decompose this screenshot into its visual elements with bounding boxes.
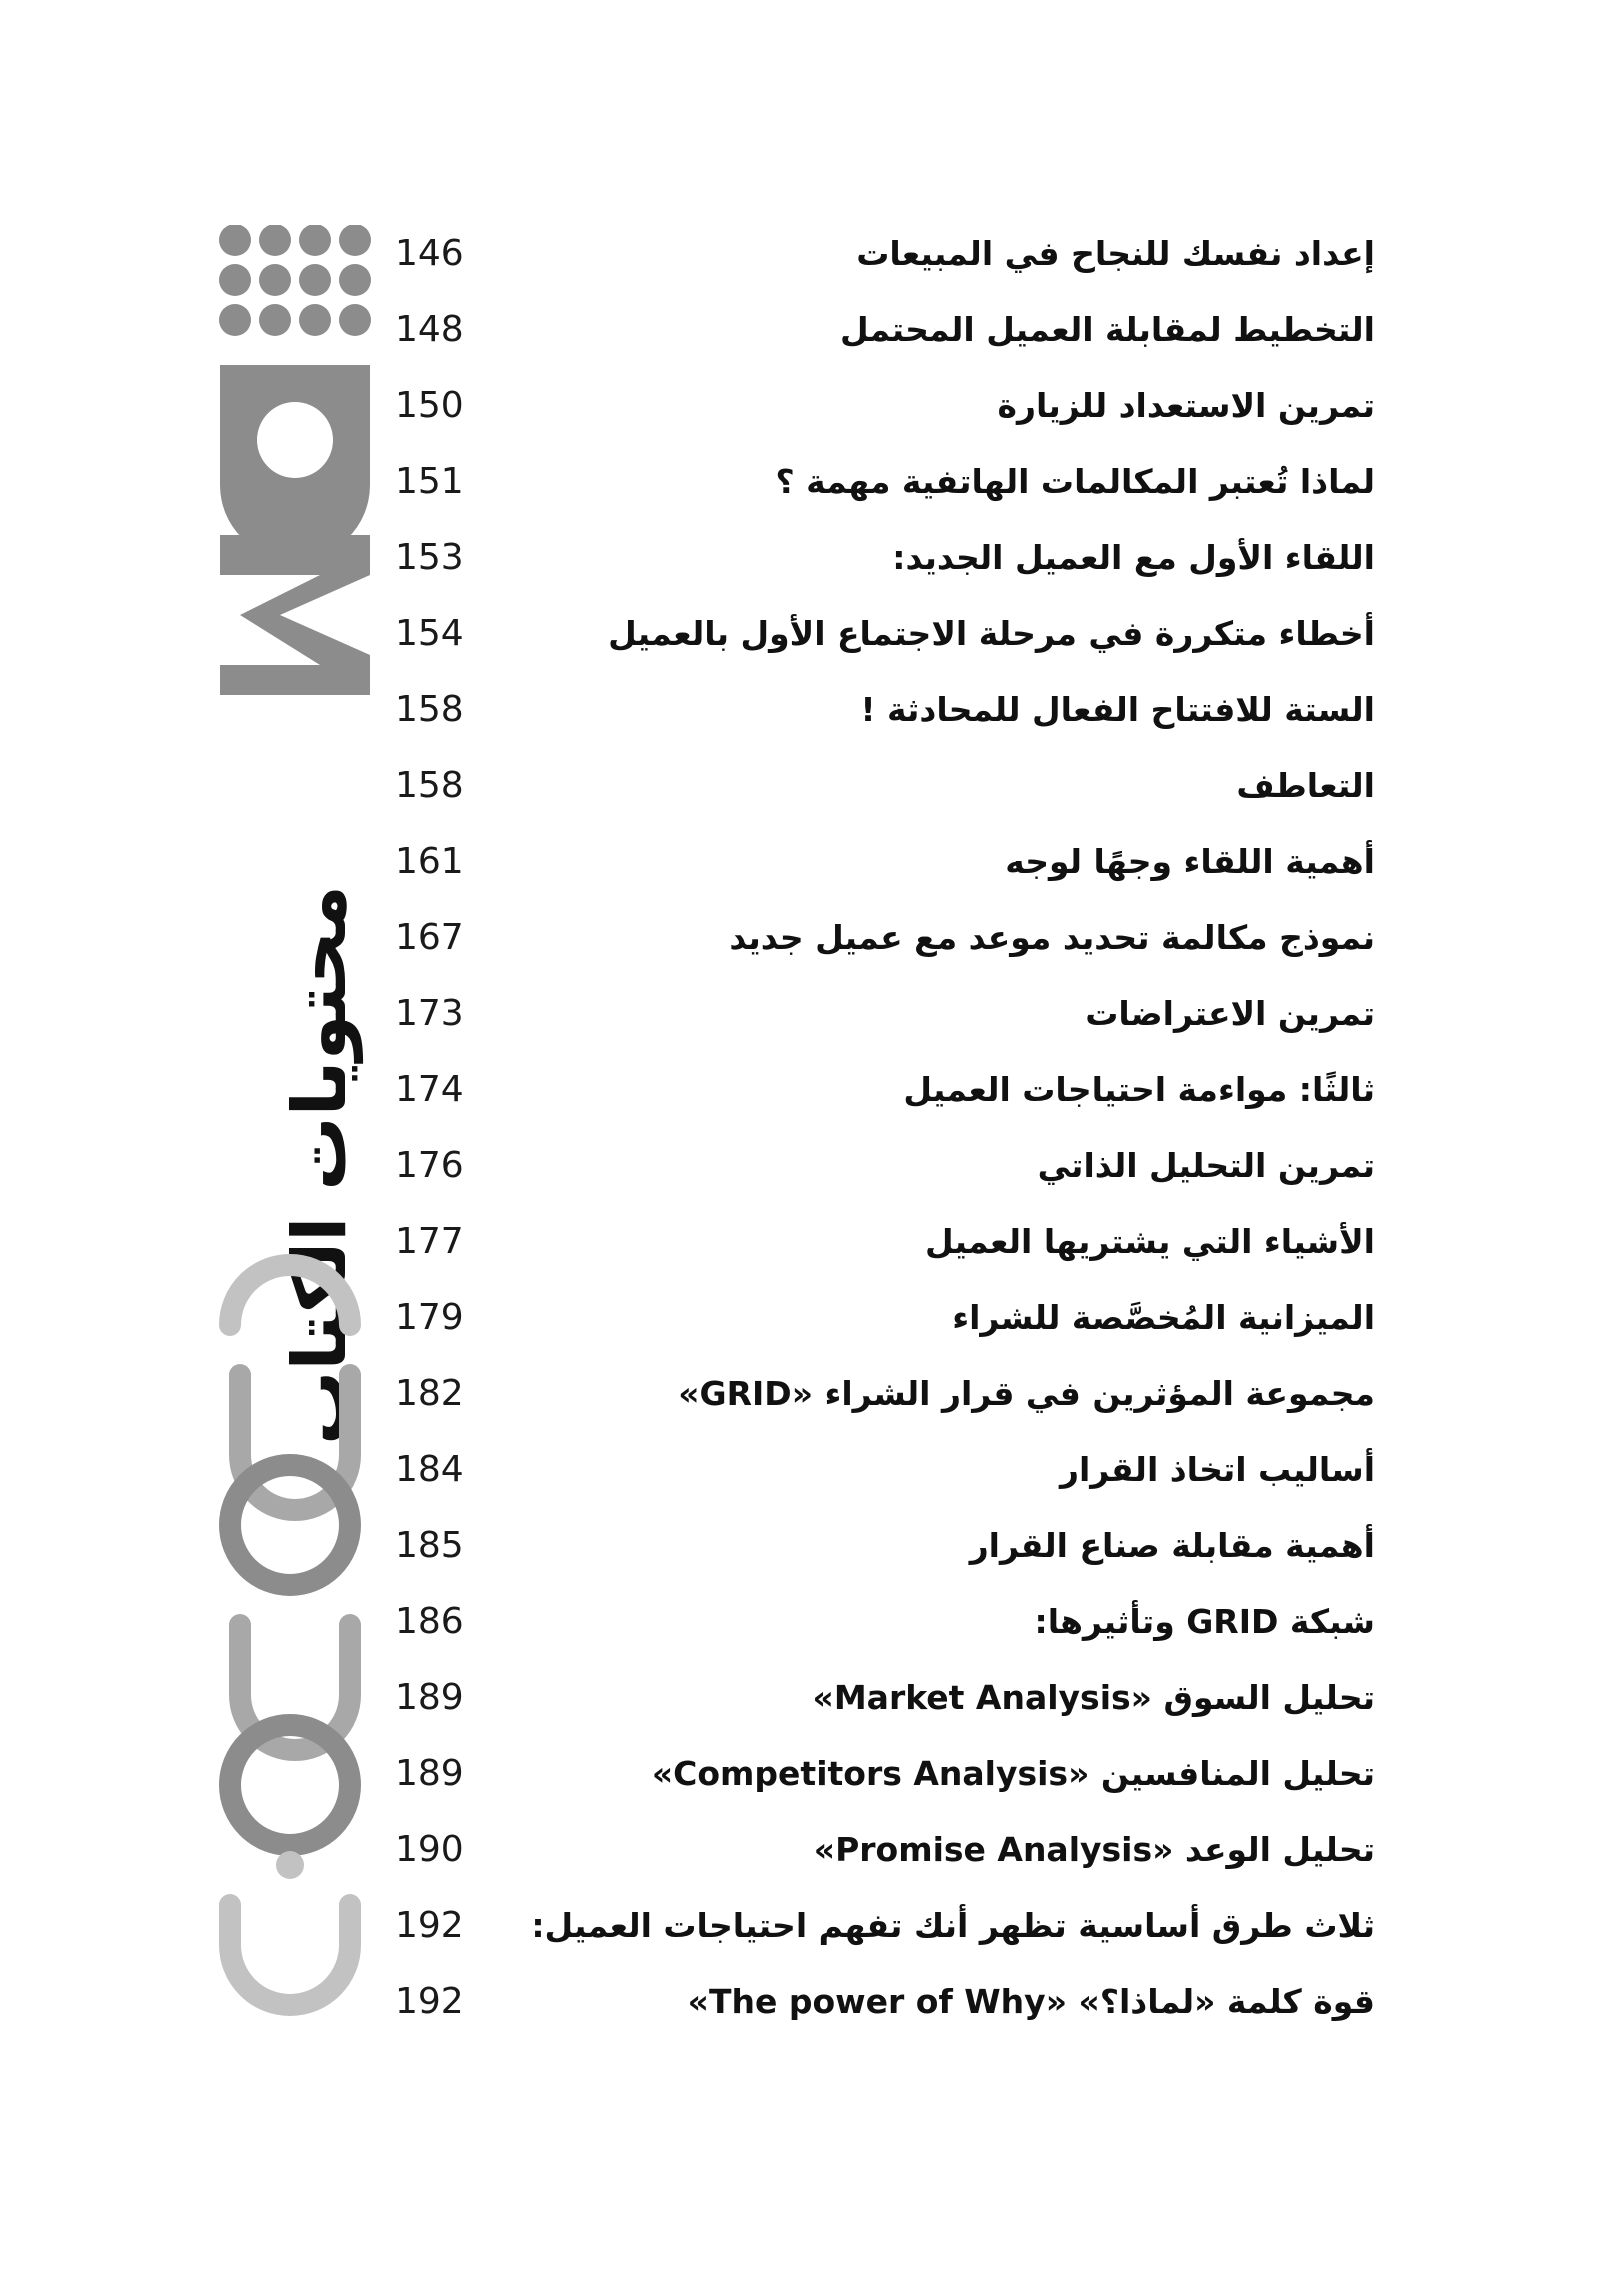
toc-page-number: 150 xyxy=(395,384,464,426)
toc-entry-title: أهمية اللقاء وجهًا لوجه xyxy=(1005,841,1375,881)
toc-entry xyxy=(395,519,1375,595)
toc-entry xyxy=(395,1507,1375,1583)
toc-entry-title: الستة للافتتاح الفعال للمحادثة ! xyxy=(860,689,1375,729)
decorative-side-graphic xyxy=(210,225,380,2075)
toc-entry-title: تحليل المنافسين «Competitors Analysis» xyxy=(651,1753,1375,1793)
toc-entry xyxy=(395,1735,1375,1811)
toc-page-number: 184 xyxy=(395,1448,464,1490)
toc-entry-title: التخطيط لمقابلة العميل المحتمل xyxy=(840,309,1375,349)
toc-page-number: 151 xyxy=(395,460,464,502)
toc-entry xyxy=(395,1279,1375,1355)
toc-page-number: 158 xyxy=(395,764,464,806)
toc-entry-title: تمرين الاعتراضات xyxy=(1085,993,1375,1033)
toc-entry xyxy=(395,1051,1375,1127)
toc-entry xyxy=(395,367,1375,443)
toc-page-number: 153 xyxy=(395,536,464,578)
toc-entry xyxy=(395,1963,1375,2039)
toc-page-number: 177 xyxy=(395,1220,464,1262)
toc-entry-title: أهمية مقابلة صناع القرار xyxy=(969,1525,1375,1565)
toc-page-number: 173 xyxy=(395,992,464,1034)
toc-entry-title: شبكة GRID وتأثيرها: xyxy=(1034,1601,1375,1641)
toc-entry-title: نموذج مكالمة تحديد موعد مع عميل جديد xyxy=(729,917,1375,957)
toc-entry-title: ثلاث طرق أساسية تظهر أنك تفهم احتياجات العميل: xyxy=(531,1905,1375,1945)
toc-entry-title: تحليل الوعد «Promise Analysis» xyxy=(813,1829,1375,1869)
toc-entry xyxy=(395,899,1375,975)
toc-entry xyxy=(395,1811,1375,1887)
toc-page-number: 154 xyxy=(395,612,464,654)
toc-page-number: 146 xyxy=(395,232,464,274)
toc-entry-title: مجموعة المؤثرين في قرار الشراء «GRID» xyxy=(678,1373,1375,1413)
toc-entry xyxy=(395,823,1375,899)
toc-entry-title: إعداد نفسك للنجاح في المبيعات xyxy=(856,233,1375,273)
toc-entry-title: لماذا تُعتبر المكالمات الهاتفية مهمة ؟ xyxy=(775,461,1375,501)
toc-entry-title: الميزانية المُخصَّصة للشراء xyxy=(952,1297,1375,1337)
toc-entry xyxy=(395,1127,1375,1203)
toc-entry xyxy=(395,1659,1375,1735)
dot-grid-pattern xyxy=(219,225,371,336)
toc-entry-title: الأشياء التي يشتريها العميل xyxy=(924,1221,1375,1261)
toc-entry-title: التعاطف xyxy=(1236,765,1375,805)
toc-page-number: 174 xyxy=(395,1068,464,1110)
toc-page-number: 189 xyxy=(395,1676,464,1718)
toc-entry xyxy=(395,747,1375,823)
toc-page-number: 190 xyxy=(395,1828,464,1870)
toc-entry xyxy=(395,1355,1375,1431)
toc-entry xyxy=(395,443,1375,519)
toc-entry-title: تمرين التحليل الذاتي xyxy=(1037,1145,1375,1185)
toc-page-number: 186 xyxy=(395,1600,464,1642)
toc-page-number: 192 xyxy=(395,1904,464,1946)
toc-entry xyxy=(395,975,1375,1051)
toc-entry-title: تمرين الاستعداد للزيارة xyxy=(997,385,1375,425)
toc-page-number: 161 xyxy=(395,840,464,882)
toc-page-number: 192 xyxy=(395,1980,464,2022)
toc-page-number: 167 xyxy=(395,916,464,958)
toc-entry xyxy=(395,1203,1375,1279)
toc-page-number: 148 xyxy=(395,308,464,350)
toc-page-number: 176 xyxy=(395,1144,464,1186)
toc-page-number: 158 xyxy=(395,688,464,730)
toc-entry xyxy=(395,1583,1375,1659)
toc-entry xyxy=(395,1431,1375,1507)
toc-entry-title: تحليل السوق «Market Analysis» xyxy=(812,1677,1375,1717)
toc-entry-title: ثالثًا: مواءمة احتياجات العميل xyxy=(903,1069,1375,1109)
side-title: محتويات الكتاب xyxy=(277,885,363,1445)
toc-entry xyxy=(395,671,1375,747)
toc-entry-title: أساليب اتخاذ القرار xyxy=(1059,1449,1375,1489)
toc-page-number: 185 xyxy=(395,1524,464,1566)
toc-entry xyxy=(395,291,1375,367)
toc-entry-title: قوة كلمة «لماذا؟» «The power of Why» xyxy=(687,1981,1375,2021)
toc-entry-title: أخطاء متكررة في مرحلة الاجتماع الأول بالعميل xyxy=(608,613,1375,653)
toc-entry xyxy=(395,595,1375,671)
angular-m-shape xyxy=(220,535,370,695)
toc-page-number: 189 xyxy=(395,1752,464,1794)
table-of-contents xyxy=(395,215,1375,2039)
toc-page-number: 182 xyxy=(395,1372,464,1414)
toc-page-number: 179 xyxy=(395,1296,464,1338)
toc-entry-title: اللقاء الأول مع العميل الجديد: xyxy=(892,537,1375,577)
toc-entry xyxy=(395,1887,1375,1963)
toc-entry xyxy=(395,215,1375,291)
